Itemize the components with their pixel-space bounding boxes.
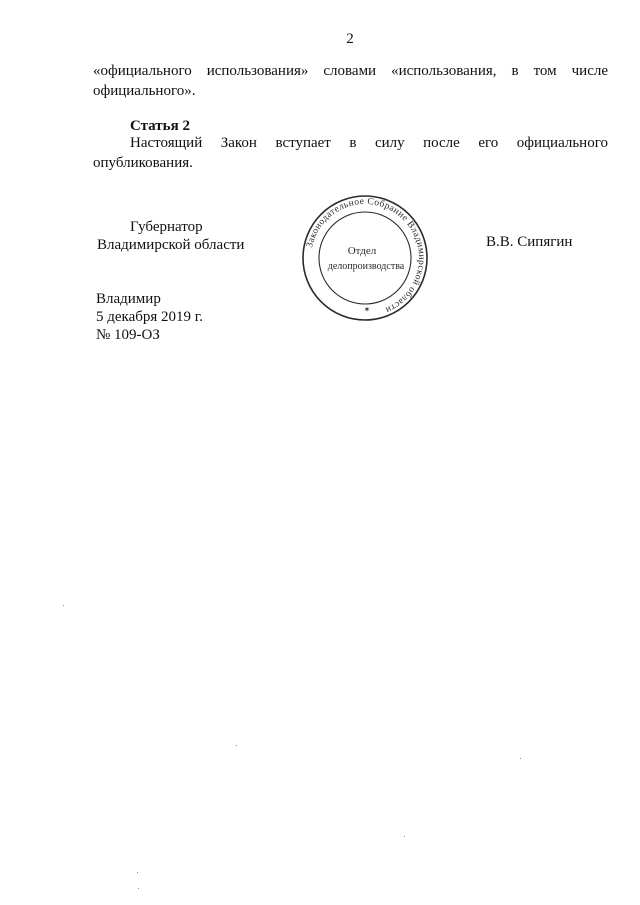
official-seal: [300, 194, 430, 322]
seal-outer-ring: [303, 196, 427, 320]
law-date: 5 декабря 2019 г.: [96, 309, 203, 325]
scan-speck: [137, 872, 138, 873]
law-number: № 109-ОЗ: [96, 327, 160, 343]
scan-speck: [404, 836, 405, 837]
scan-speck: [236, 745, 237, 746]
paragraph-1-line-1: «официального использования» словами «использования, в том числе: [93, 63, 608, 79]
governor-title-line-2: Владимирской области: [97, 237, 245, 253]
seal-star-icon: ✶: [363, 305, 371, 314]
paragraph-1-line-2: официального».: [93, 83, 196, 99]
governor-title-line-1: Губернатор: [130, 219, 203, 235]
scan-speck: [63, 605, 64, 606]
article-text-line-2: опубликования.: [93, 155, 193, 171]
scan-speck: [138, 888, 139, 889]
seal-inner-ring: [319, 212, 411, 304]
article-heading: Статья 2: [130, 118, 190, 134]
page-number: 2: [346, 31, 354, 47]
seal-inner-line-2: делопроизводства: [327, 261, 405, 272]
scan-speck: [520, 758, 521, 759]
article-text-line-1: Настоящий Закон вступает в силу после его официального: [130, 135, 608, 151]
seal-outer-text: Законодательное Собрание Владимирской области: [305, 196, 427, 315]
governor-name: В.В. Сипягин: [486, 234, 573, 250]
seal-inner-line-1: Отдел: [347, 245, 377, 257]
city: Владимир: [96, 291, 161, 307]
